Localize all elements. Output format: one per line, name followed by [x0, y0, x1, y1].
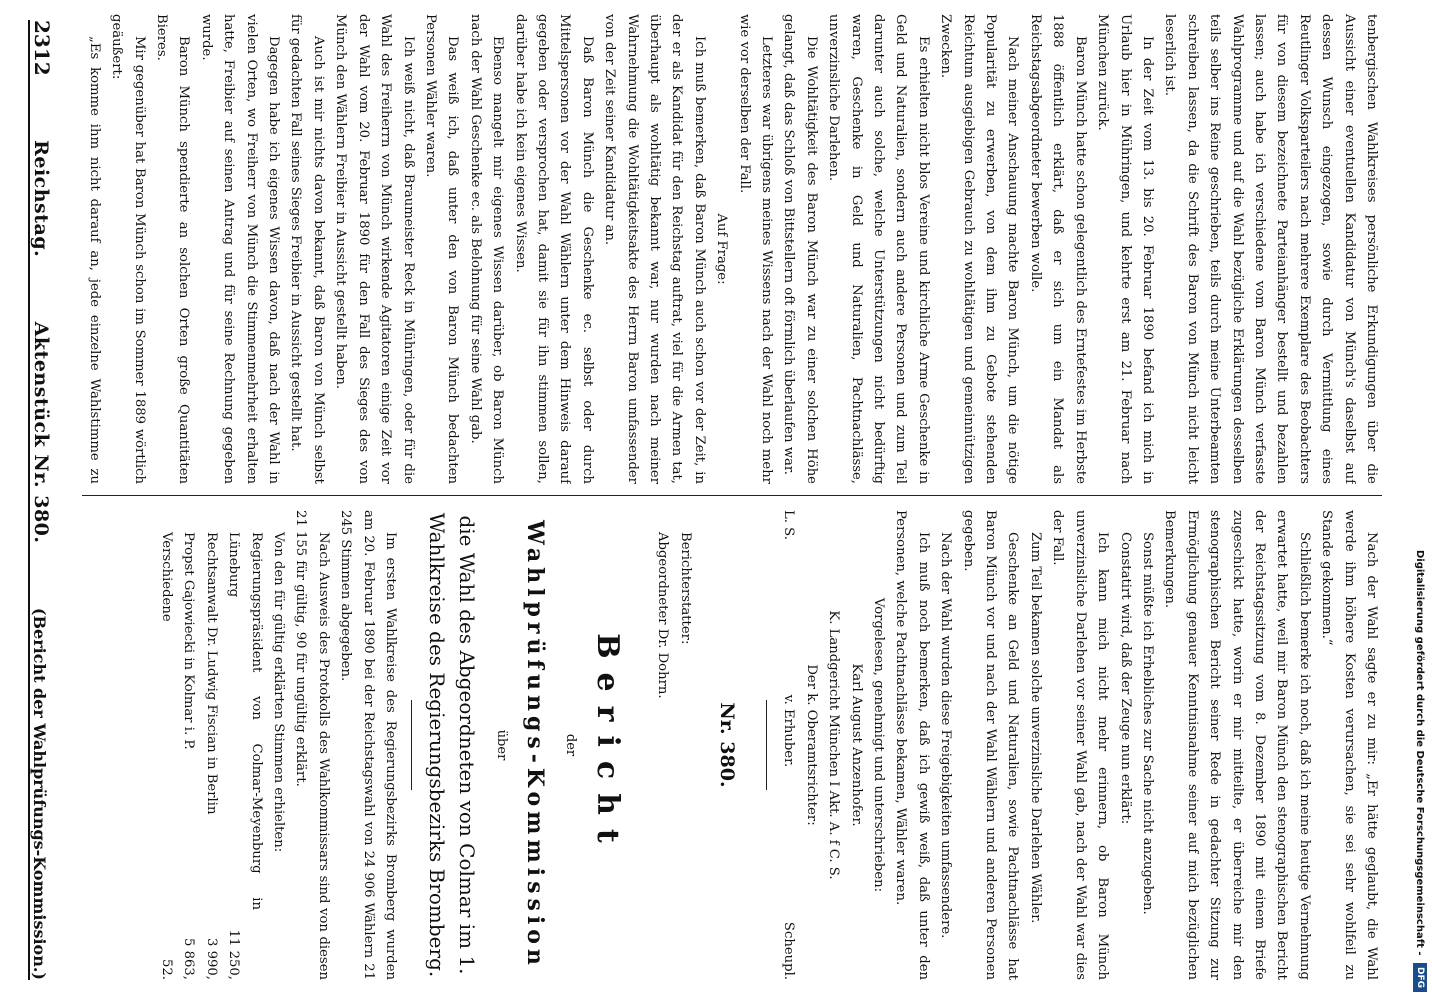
- paragraph: Ebenso mangelt mir eigenes Wissen darüber, ob Baron Münch nach der Wahl Geschenke ec. als Belohnung für seine Wahl gab.: [467, 14, 506, 484]
- report-subject: die Wahl des Abgeordneten von Colmar im 1. Wahlkreise des Regierungsbezirks Bromberg.: [425, 512, 479, 978]
- signature-row: [777, 510, 799, 980]
- report-subtitle-der: der: [562, 733, 578, 757]
- stamp-text-container: [1408, 6, 1430, 992]
- table-row: [199, 510, 221, 980]
- paragraph: In der Zeit vom 13. bis 20. Februar 1890 befand ich mich in Urlaub hier in Mühringen, und kehrte erst am 21. Februar nach München zurück.: [1095, 14, 1155, 484]
- report-subtitle-ueber: über: [494, 729, 510, 761]
- vote-count: 5 863,: [181, 938, 197, 980]
- stamp-text: Digitalisierung gefördert durch die Deutsche Forschungsgemeinschaft -: [1414, 549, 1425, 956]
- paragraph: Im ersten Wahlkreise des Regierungsbezirks Bromberg wurden am 20. Februar 1890 bei der Reichstagswahl von 24 906 Wählern 21 245 Stimmen abgegeben.: [338, 510, 398, 980]
- paragraph: Auf Frage:: [714, 213, 730, 285]
- paragraph: tenbergischen Wahlkreises persönliche Erkundigungen über die Aussicht einer eventuellen Kandidatur von Münch's daselbst auf dessen Wunsch eingezogen, sowie durch Vermittlung eines Reutlinger Volksparteilers nach mehrere Exemplare des Beobachters für von diesem bezeichnete Parteianhänger bestellt und bezahlen lassen; auch habe ich verschiedene vom Baron Münch verfasste Wahlprogramme und auf die Wahl bezügliche Erklärungen desselben teils selber ins Reine geschrieben, teils durch meine Unterbeamten schreiben lassen, da die Schrift des Baron von Münch nicht leicht leserlich ist.: [1162, 14, 1379, 484]
- vote-count: 52.: [158, 959, 174, 980]
- divider: [766, 700, 767, 790]
- closing-formula: Vorgelesen, genehmigt und unterschrieben:: [871, 597, 887, 893]
- clerk-name: Scheupl.: [781, 921, 797, 980]
- paragraph: Geschenke an Geld und Naturalien, sowie Pachtnachlässe hat Baron Münch vor und nach der Wahl Wählern und anderen Personen gegeben.: [960, 510, 1021, 980]
- paragraph: Nach Ausweis des Protokolls des Wahlkommissars sind von diesen 21 155 für gültig, 90 für ungültig erklärt.: [293, 510, 331, 980]
- paragraph: Auch ist mir nichts davon bekannt, daß Baron von Münch selbst für gedachten Fall seines Sieges Freibier in Aussicht gestellt hat.: [288, 14, 326, 484]
- vote-count: 11 250,: [226, 929, 242, 980]
- reporter-name: Abgeordneter Dr. Dohrn.: [655, 532, 671, 699]
- paragraph: Baron Münch spendierte an solchen Orten große Quantitäten Bieres.: [154, 14, 192, 484]
- candidate-name: Propst Gajowiecki in Kolmar i. P.: [181, 532, 197, 750]
- header-document: Aktenstück Nr. 380.: [30, 321, 52, 544]
- table-row: [177, 510, 199, 980]
- report-title: Bericht: [589, 633, 625, 857]
- table-row: [155, 510, 177, 980]
- paragraph: Constatirt wird, daß der Zeuge nun erklärt:: [1117, 532, 1133, 825]
- candidate-name: Verschiedene: [158, 532, 174, 622]
- paragraph: Ich muß noch bemerken, daß ich gewiß weiß, daß unter den Personen, welche Pachtnachlässe bekamen, Wähler waren.: [893, 510, 931, 980]
- quotation: „Es komme ihm nicht darauf an, jede einzelne Wahlstimme zu: [86, 36, 102, 484]
- column-divider: [82, 495, 1382, 496]
- candidate-name: Rechtsanwalt Dr. Ludwig Fiscian in Berlin: [203, 532, 219, 815]
- document-number: Nr. 380.: [716, 702, 739, 788]
- vote-count: 3 990,: [203, 938, 219, 980]
- paragraph: Ich muß bemerken, daß Baron Münch auch schon vor der Zeit, in der er als Kandidat für den Reichstag auftrat, viel für die Armen tat, überhaupt als wohltätig bekannt war, nur wurden nach meiner Wahrnehmung die Wohltätigkeitsakte des Herrn Baron umfassender von der Zeit seiner Kandidatur an.: [602, 14, 707, 484]
- paragraph: Ich kann mich nicht mehr erinnern, ob Baron Münch unverzinsliche Darlehen vor seiner Wahl gab, nach der Wahl war dies der Fall.: [1050, 510, 1111, 980]
- paragraph: Die Wohltätigkeit des Baron Münch war zu einer solchen Höhe gelangt, daß das Schloß von Bittstellern oft förmlich überlaufen war.: [781, 14, 819, 484]
- seal-mark: L. S.: [781, 510, 797, 540]
- paragraph: Nach meiner Anschauung machte Baron Münch, um die nötige Popularität zu erwerben, von dem ihm zu Gebote stehenden Reichtum ausgiebigen Gebrauch zu wohltätigen und gemeinnützigen Zwecken.: [938, 14, 1021, 484]
- judge-name: v. Erhuber.: [781, 694, 797, 768]
- commission-name: Wahlprüfungs-Kommission: [522, 520, 549, 970]
- paragraph: Das weiß ich, daß unter den von Baron Münch bedachten Personen Wähler waren.: [422, 14, 461, 484]
- paragraph: Es erhielten nicht blos Vereine und kirchliche Arme Geschenke in Geld und Naturalien, sondern auch andere Personen und zum Teil darunter auch solche, welche Unterstützungen nicht bedürftig waren, Geschenke in Geld und Naturalien, Pachtnachlässe, unverzinsliche Darlehen.: [826, 14, 931, 484]
- judge-title: Der k. Oberamtsrichter:: [803, 664, 819, 826]
- page-number: 2312: [30, 20, 54, 76]
- digitization-stamp: [1408, 6, 1430, 992]
- left-column: [82, 14, 1382, 484]
- paragraph: Zum Teil bekamen solche unverzinsliche Darlehen Wähler.: [1027, 532, 1043, 924]
- table-row: [222, 510, 267, 980]
- court-name: K. Landgericht München I Akt. A. f C. S.: [826, 610, 842, 880]
- paragraph: Nach der Wahl sagte er zu mir: „Er hätte geglaubt, die Wahl werde ihm höhere Kosten verursachen, sie sei sehr wohlfeil zu Stande gekommen.“: [1319, 510, 1379, 980]
- paragraph: Letzteres war übrigens meines Wissens nach der Wahl noch mehr wie vor derselben der Fall.: [736, 14, 775, 484]
- paragraph: Dagegen habe ich eigenes Wissen davon, daß nach der Wahl in vielen Orten, wo Freiherr von Münch die Stimmenmehrheit erhalten hatte, Freibier auf seinen Antrag und für seine Rechnung gegeben wurde.: [198, 14, 282, 484]
- candidate-name: Regierungspräsident von Colmar-Meyenburg in Lüneburg: [226, 532, 264, 910]
- paragraph: Mir gegenüber hat Baron Münch schon im Sommer 1889 wörtlich geäußert:: [109, 14, 147, 484]
- signer-name: Karl August Anzenhofer.: [848, 663, 864, 827]
- paragraph: Ich weiß nicht, daß Braumeister Reck in Mühringen, oder für die Wahl des Freiherrn von Münch wirkende Agitatoren einige Zeit vor der Wahl vom 20. Februar 1890 für den Fall des Sieges des von Münch den Wählern Freibier in Aussicht gestellt haben.: [333, 14, 416, 484]
- paragraph: Nach der Wahl wurden diese Freigebigkeiten umfassendere.: [938, 532, 954, 939]
- header-source: Reichstag.: [30, 140, 52, 258]
- right-column: [82, 510, 1382, 980]
- header-section: (Bericht der Wahlprüfungs-Kommission.): [30, 607, 49, 980]
- reporter-label: Berichterstatter:: [677, 532, 693, 645]
- paragraph: Von den für gültig erklärten Stimmen erhielten:: [270, 532, 286, 853]
- paragraph: Daß Baron Münch die Geschenke ec. selbst oder durch Mittelspersonen vor der Wahl Wählern unter dem Hinweis darauf gegeben oder versprochen hat, damit sie für ihn stimmen sollen, darüber habe ich kein eigenes Wissen.: [512, 14, 595, 484]
- paragraph: Schließlich bemerke ich noch, daß ich meine heutige Vernehmung erwartet hatte, weil mir Baron Münch den stenographischen Bericht der Reichstagssitzung vom 8. Dezember 1890 mit einem Briefe zugeschickt hatte, worin er mir mitteilte, er überreiche mir den stenographischen Bericht seiner Rede in gedachter Sitzung zur Ermöglichung genauer Kenntnisnahme seiner auf mich bezüglichen Bemerkungen.: [1162, 510, 1312, 980]
- paragraph: Sonst müßte ich Erhebliches zur Sache nicht anzugeben.: [1139, 532, 1155, 915]
- vote-results-table: [155, 510, 267, 980]
- page-header: [28, 20, 62, 980]
- divider: [411, 700, 412, 790]
- paragraph: Baron Münch hatte schon gelegentlich des Erntefestes im Herbste 1888 öffentlich erklärt, daß er sich um ein Mandat als Reichstagsabgeordneter bewerben wolle.: [1027, 14, 1088, 484]
- dfg-logo-badge: DFG: [1413, 963, 1427, 992]
